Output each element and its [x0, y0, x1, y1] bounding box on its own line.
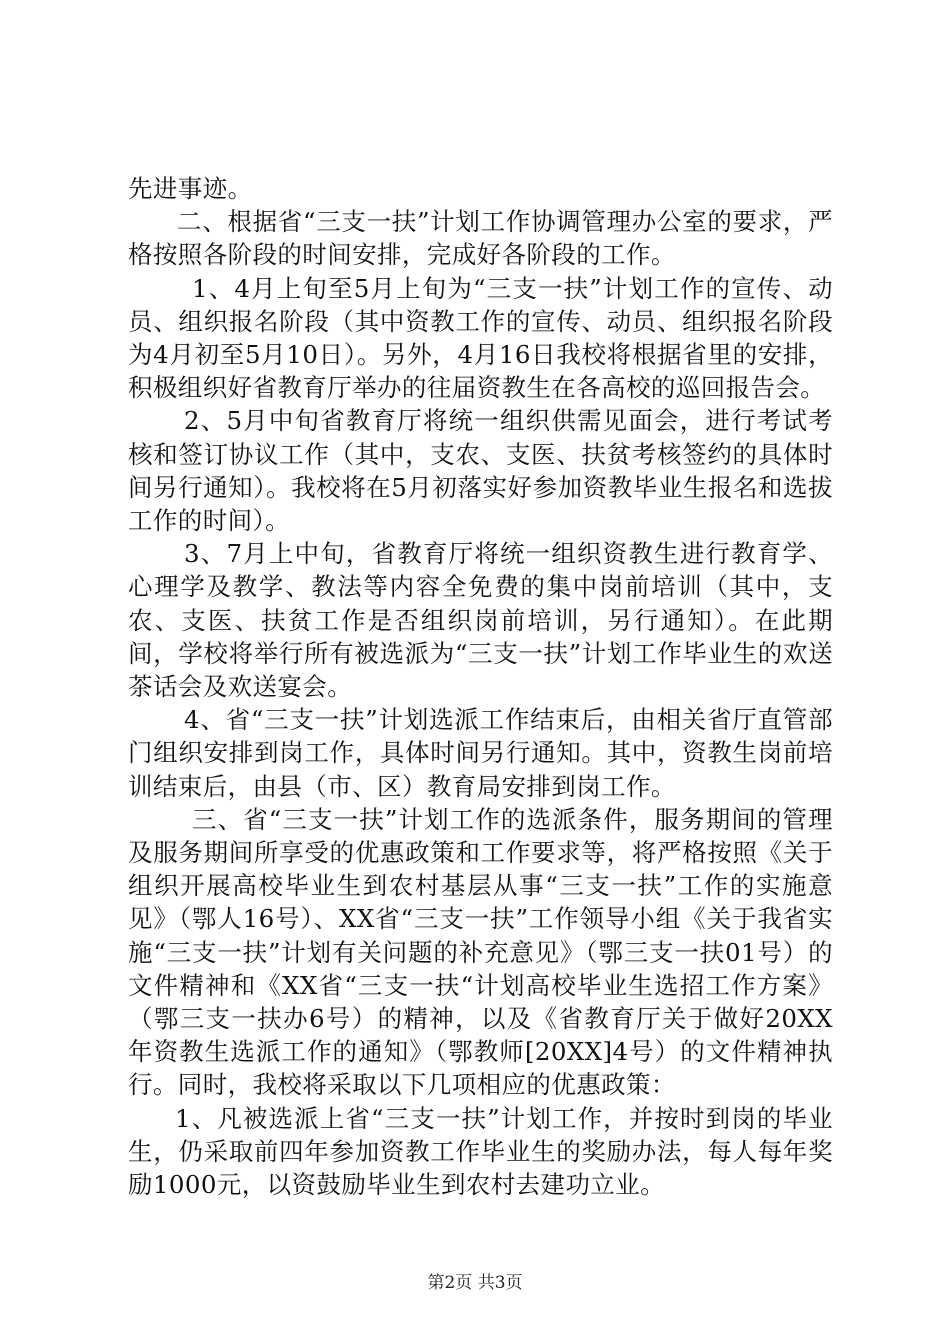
paragraph-item-4: 4、省“三支一扶”计划选派工作结束后，由相关省厅直管部门组织安排到岗工作，具体时间另行通知。其中，资教生岗前培训结束后，由县（市、区）教育局安排到岗工作。 — [128, 705, 833, 801]
paragraph-policy-1: 1、凡被选派上省“三支一扶”计划工作，并按时到岗的毕业生，仍采取前四年参加资教工作毕业生的奖励办法，每人每年奖励1000元，以资鼓励毕业生到农村去建功立业。 — [128, 1103, 833, 1200]
document-body — [128, 172, 833, 1201]
page-footer: 第2页 共3页 — [427, 1273, 523, 1293]
paragraph-continuation: 先进事迹。 — [128, 174, 253, 203]
paragraph-item-2: 2、5月中旬省教育厅将统一组织供需见面会，进行考试考核和签订协议工作（其中，支农、支医、扶贫考核签约的具体时间另行通知）。我校将在5月初落实好参加资教毕业生报名和选拔工作的时间）。 — [128, 406, 833, 536]
paragraph-section-two: 二、根据省“三支一扶”计划工作协调管理办公室的要求，严格按照各阶段的时间安排，完成好各阶段的工作。 — [128, 207, 833, 270]
paragraph-item-1: 1、4月上旬至5月上旬为“三支一扶”计划工作的宣传、动员、组织报名阶段（其中资教工作的宣传、动员、组织报名阶段为4月初至5月10日）。另外，4月16日我校将根据省里的安排，积极组织好省教育厅举办的往届资教生在各高校的巡回报告会。 — [128, 273, 833, 403]
paragraph-section-three: 三、省“三支一扶”计划工作的选派条件，服务期间的管理及服务期间所享受的优惠政策和工作要求等，将严格按照《关于组织开展高校毕业生到农村基层从事“三支一扶”工作的实施意见》（鄂人16号）、XX省“三支一扶”工作领导小组《关于我省实施“三支一扶”计划有关问题的补充意见》（鄂三支一扶01号）的文件精神和《XX省“三支一扶“计划高校毕业生选招工作方案》（鄂三支一扶办6号）的精神，以及《省教育厅关于做好20XX年资教生选派工作的通知》（鄂教师[20XX]4号）的文件精神执行。同时，我校将采取以下几项相应的优惠政策： — [128, 804, 833, 1100]
paragraph-item-3: 3、7月上中旬，省教育厅将统一组织资教生进行教育学、心理学及教学、教法等内容全免费的集中岗前培训（其中，支农、支医、扶贫工作是否组织岗前培训，另行通知）。在此期间，学校将举行所有被选派为“三支一扶”计划工作毕业生的欢送茶话会及欢送宴会。 — [128, 539, 833, 702]
